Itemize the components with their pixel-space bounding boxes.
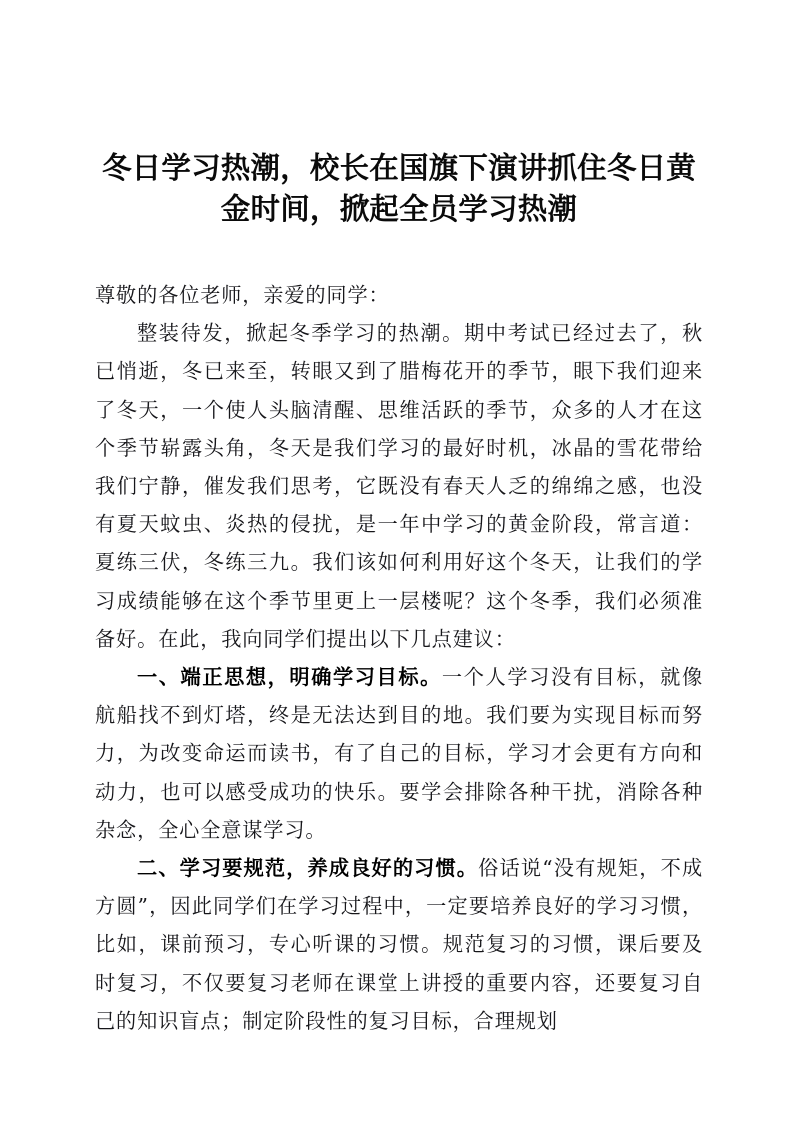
paragraph-point-one-lead: 一、端正思想，明确学习目标。 xyxy=(137,665,442,690)
salutation-paragraph: 尊敬的各位老师，亲爱的同学： xyxy=(95,283,390,307)
paragraph-intro-text: 整装待发，掀起冬季学习的热潮。期中考试已经过去了，秋已悄逝，冬已来至，转眼又到了腊梅花开的季节，眼下我们迎来了冬天，一个使人头脑清醒、思维活跃的季节，众多的人才在这个季节崭露头角，冬天是我们学习的最好时机，冰晶的雪花带给我们宁静，催发我们思考，它既没有春天人乏的绵绵之感，也没有夏天蚊虫、炎热的侵扰，是一年中学习的黄金阶段，常言道：夏练三伏，冬练三九。我们该如何利用好这个冬天，让我们的学习成绩能够在这个季节里更上一层楼呢？这个冬季，我们必须准备好。在此，我向同学们提出以下几点建议： xyxy=(95,321,703,651)
paragraph-point-one-text: 一个人学习没有目标，就像航船找不到灯塔，终是无法达到目的地。我们要为实现目标而努力，为改变命运而读书，有了自己的目标，学习才会更有方向和动力，也可以感受成功的快乐。要学会排除各种干扰，消除各种杂念，全心全意谋学习。 xyxy=(95,665,704,842)
paragraph-point-two-lead: 二、学习要规范，养成良好的习惯。 xyxy=(137,856,479,881)
document-body xyxy=(95,276,703,1040)
document-content xyxy=(95,148,703,1040)
paragraph-point-two-text: 俗话说“没有规矩，不成方圆”，因此同学们在学习过程中，一定要培养良好的学习习惯，比如，课前预习，专心听课的习惯。规范复习的习惯，课后要及时复习，不仅要复习老师在课堂上讲授的重要内容，还要复习自己的知识盲点；制定阶段性的复习目标，合理规划 xyxy=(95,856,703,1033)
paragraph-intro xyxy=(95,314,703,658)
page-title: 冬日学习热潮，校长在国旗下演讲抓住冬日黄金时间，掀起全员学习热潮 xyxy=(101,151,696,226)
paragraph-point-one xyxy=(95,658,703,849)
paragraph-point-two xyxy=(95,849,703,1040)
